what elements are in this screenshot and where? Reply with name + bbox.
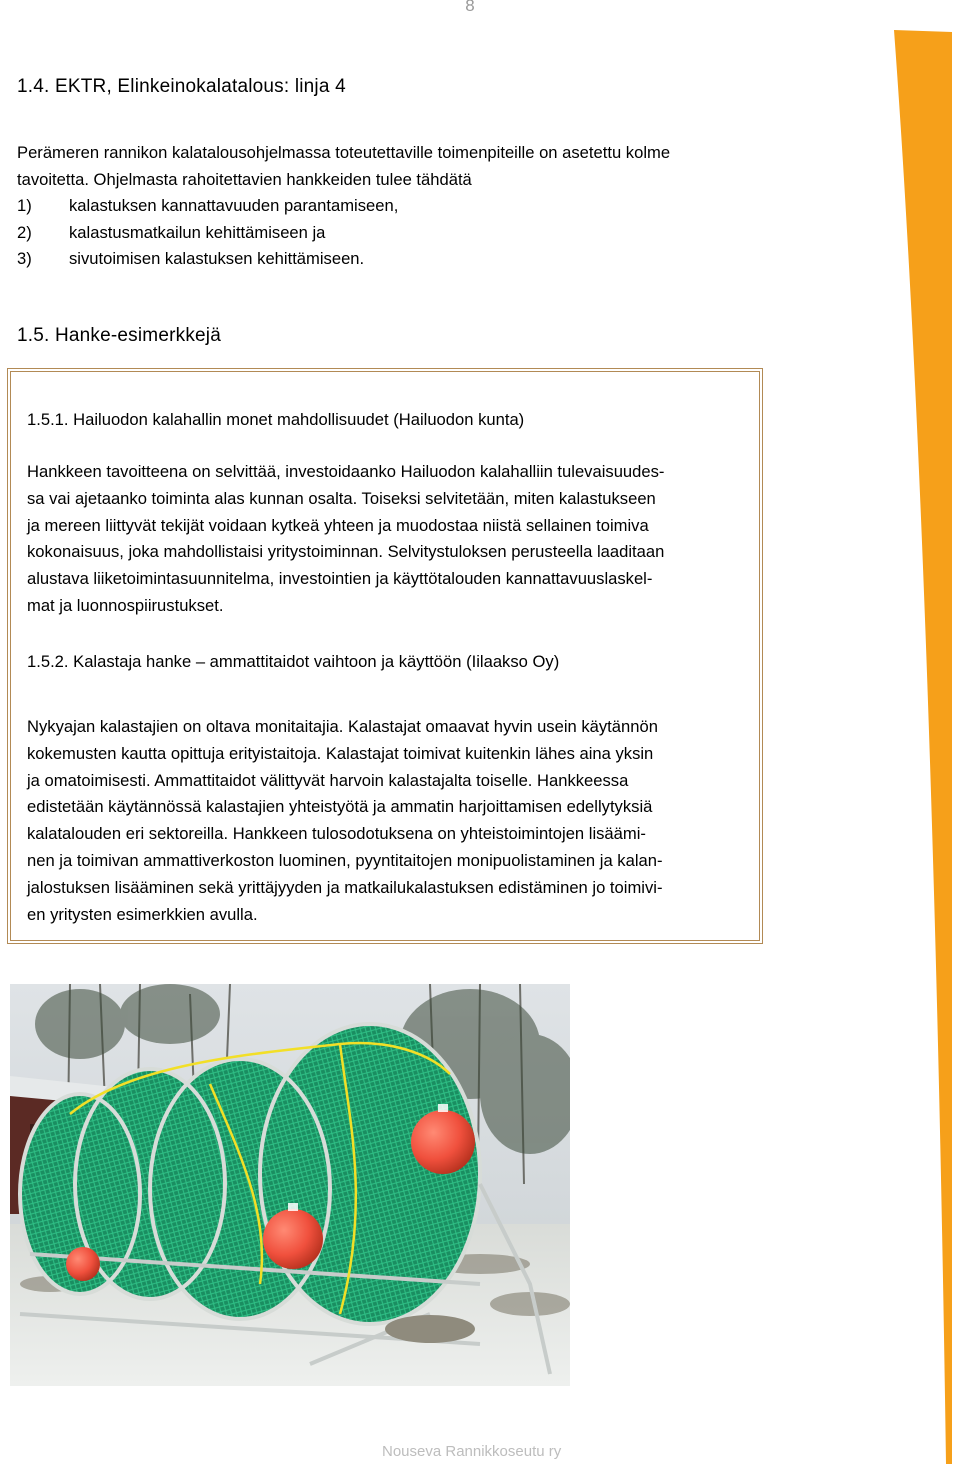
project-1-text: [27, 459, 743, 620]
goal-text: sivutoimisen kalastuksen kehittämiseen.: [69, 249, 365, 268]
project-2-line: nen ja toimivan ammattiverkoston luominen, pyyntitaitojen monipuolistaminen ja kalan-: [27, 850, 663, 870]
project-2-line: kokemusten kautta opittuja erityistaitoja. Kalastajat toimivat kuitenkin lähes aina yksin: [27, 743, 654, 763]
project-2-line: jalostuksen lisääminen sekä yrittäjyyden ja matkailukalastuksen edistäminen jo toimivi-: [27, 877, 663, 897]
goal-item: [17, 193, 777, 220]
fishing-net-photo: [10, 984, 570, 1386]
goals-list: [17, 193, 777, 273]
project-1-line: kokonaisuus, joka mahdollistaisi yritystoiminnan. Selvitystuloksen perusteella laaditaan: [27, 542, 665, 562]
project-2-line: edistetään käytännössä kalastajien yhteistyötä ja ammatin harjoittamisen edellytyksiä: [27, 797, 653, 817]
orange-decorative-band: [880, 0, 960, 1464]
project-examples-box: [7, 368, 763, 944]
goal-text: kalastuksen kannattavuuden parantamiseen,: [69, 196, 399, 215]
project-1-line: ja mereen liittyvät tekijät voidaan kytkeä yhteen ja muodostaa niistä sellainen toimiva: [27, 515, 649, 535]
project-2-line: en yritysten esimerkkien avulla.: [27, 904, 258, 924]
goal-item: [17, 220, 777, 247]
project-1-title: 1.5.1. Hailuodon kalahallin monet mahdollisuudet (Hailuodon kunta): [27, 410, 525, 429]
goal-text: kalastusmatkailun kehittämiseen ja: [69, 222, 326, 242]
project-2-text: [27, 714, 743, 928]
footer-organization: Nouseva Rannikkoseutu ry: [382, 1443, 562, 1460]
page-number: 8: [465, 0, 475, 15]
section-heading-1-4: 1.4. EKTR, Elinkeinokalatalous: linja 4: [17, 76, 346, 97]
goal-number: 1): [17, 196, 32, 215]
project-2-line: kalatalouden eri sektoreilla. Hankkeen tulosodotuksena on yhteistoimintojen lisäämi-: [27, 824, 646, 844]
intro-line-1: Perämeren rannikon kalatalousohjelmassa toteutettaville toimenpiteille on asetettu kolme: [17, 143, 671, 162]
intro-line-2: tavoitetta. Ohjelmasta rahoitettavien hankkeiden tulee tähdätä: [17, 169, 472, 189]
project-1-line: mat ja luonnospiirustukset.: [27, 595, 224, 615]
project-1-line: alustava liiketoimintasuunnitelma, investointien ja käyttötalouden kannattavuuslaskel-: [27, 569, 653, 589]
goal-item: [17, 246, 777, 273]
goal-number: 2): [17, 222, 32, 242]
project-1-line: Hankkeen tavoitteena on selvittää, investoidaanko Hailuodon kalahalliin tulevaisuudes-: [27, 462, 665, 481]
section-heading-1-5: 1.5. Hanke-esimerkkejä: [17, 325, 221, 346]
project-2-line: Nykyajan kalastajien on oltava monitaitajia. Kalastajat omaavat hyvin usein käytännön: [27, 717, 658, 736]
fish-trap-illustration: [10, 984, 570, 1386]
project-1-line: sa vai ajetaanko toiminta alas kunnan osalta. Toiseksi selvitetään, miten kalastukseen: [27, 488, 656, 508]
project-2-title: 1.5.2. Kalastaja hanke – ammattitaidot vaihtoon ja käyttöön (Iilaakso Oy): [27, 652, 560, 671]
project-2-line: ja omatoimisesti. Ammattitaidot välittyvät harvoin kalastajalta toiselle. Hankkeessa: [27, 770, 629, 790]
section-1-4-body: [17, 140, 777, 273]
goal-number: 3): [17, 249, 32, 268]
